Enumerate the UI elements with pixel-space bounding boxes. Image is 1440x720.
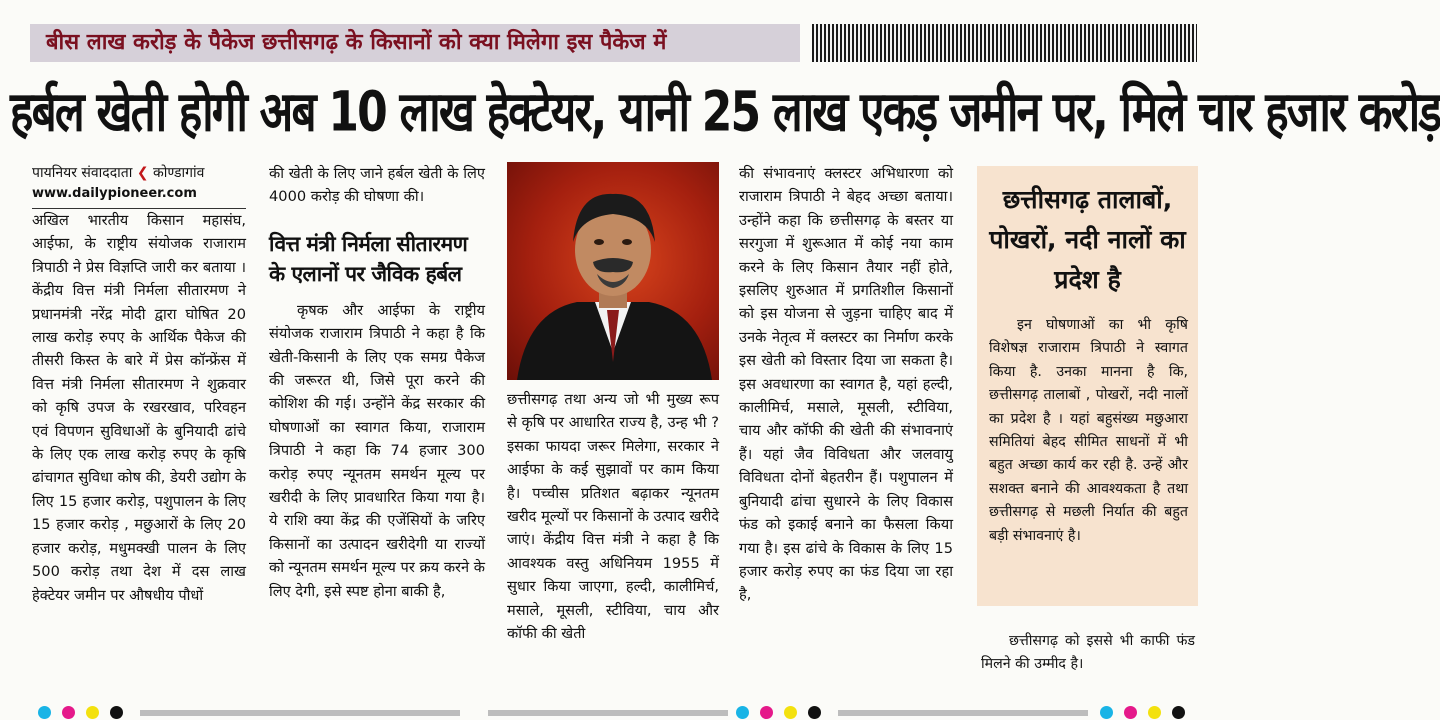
sidebar-heading: छत्तीसगढ़ तालाबों, पोखरों, नदी नालों का प्रदेश है	[989, 185, 1186, 294]
registration-dot-icon	[38, 706, 51, 719]
article-column-1	[32, 162, 246, 607]
print-registration-marks	[0, 706, 1210, 720]
subheading: वित्त मंत्री निर्मला सीतारमण के एलानों पर जैविक हर्बल	[269, 231, 468, 286]
column-4-text: की संभावनाएं क्लस्टर अभिधारणा को राजाराम त्रिपाठी ने बेहद अच्छा बताया। उन्होंने कहा कि छत्तीसगढ़ के बस्तर या सरगुजा में शुरूआत में कोई नया काम करने के लिए किसान तैयार नहीं होते, इसलिए शुरुआत में प्रगतिशील किसानों को इस योजना से जुड़ना चाहिए बाद में उनके नेतृत्व में क्लस्टर का निर्माण करके इस खेती को विस्तार दिया जा सकता है। इस अवधारणा का स्वागत है, यहां हल्दी, कालीमिर्च, मसाले, मूसली, स्टीविया, चाय और कॉफी की खेती की संभावनाएं हैं। यहां जैव विविधता और जलवायु विविधता दोनों बेहतरीन हैं। पशुपालन में बुनियादी ढांचा सुधारने के लिए विकास फंड को इकाई बनाने का फैसला किया गया है। इस ढांचे के विकास के लिए 15 हजार करोड़ रुपए का फंड दिया जा रहा है,	[739, 165, 953, 604]
registration-dot-icon	[1124, 706, 1137, 719]
sidebar-text: इन घोषणाओं का भी कृषि विशेषज्ञ राजाराम त्रिपाठी ने स्वागत किया है. उनका मानना है कि, छत्तीसगढ़ तालाबों , पोखरों, नदी नालों का प्रदेश है । यहां बहुसंख्य मछुआरा समितियां बेहद सीमित साधनों में भी बहुत अच्छा कार्य कर रही है. उन्हें और सशक्त बनाने की आवश्यकता है तथा छत्तीसगढ़ से मछली निर्यात की बहुत बड़ी संभावनाएं है।	[989, 317, 1188, 544]
column-1-text: अखिल भारतीय किसान महासंघ, आईफा, के राष्ट्रीय संयोजक राजाराम त्रिपाठी ने प्रेस विज्ञप्ति जारी कर बताया । केंद्रीय वित्त मंत्री निर्मला सीतारमण ने प्रधानमंत्री नरेंद्र मोदी द्वारा घोषित 20 लाख करोड़ रुपए के आर्थिक पैकेज की तीसरी किस्त के बारे में प्रेस कॉन्फ्रेंस में वित्त मंत्री निर्मला सीतारमण ने शुक्रवार को कृषि उपज के रखरखाव, परिवहन एवं विपणन सुविधाओं के बुनियादी ढांचे के लिए एक लाख करोड़ रुपए के कृषि ढांचागत सुविधा कोष की, डेयरी उद्योग के लिए 15 हजार करोड़, पशुपालन के लिए 15 हजार करोड़ , मछुआरों के लिए 20 हजार करोड़, मधुमक्खी पालन के लिए 500 करोड़ तथा देश में दस लाख हेक्टेयर जमीन पर औषधीय पौधों	[32, 212, 246, 604]
registration-dot-icon	[62, 706, 75, 719]
registration-rule	[488, 710, 728, 716]
article-column-4	[739, 162, 953, 607]
kicker-stripe-decoration	[812, 24, 1197, 62]
portrait-photo	[507, 162, 719, 380]
column-3-text: छत्तीसगढ़ तथा अन्य जो भी मुख्य रूप से कृषि पर आधारित राज्य है, उन्ह भी ?इसका फायदा जरूर मिलेगा, सरकार ने आईफा के कई सुझावों पर काम किया है। पच्चीस प्रतिशत बढ़ाकर न्यूनतम खरीद मूल्यों पर किसानों के उत्पाद खरीदे जाएं। केंद्रीय वित्त मंत्री ने कहा है कि आवश्यक वस्तु अधिनियम 1955 में सुधार किया जाएगा, हल्दी, कालीमिर्च, मसाले, मूसली, स्टीविया, चाय और कॉफी की खेती	[507, 391, 719, 643]
dateline-place: कोण्डागांव	[153, 165, 205, 181]
registration-dot-icon	[1148, 706, 1161, 719]
registration-dot-icon	[808, 706, 821, 719]
registration-dot-icon	[736, 706, 749, 719]
sidebar-footer-text: छत्तीसगढ़ को इससे भी काफी फंड मिलने की उम्मीद है।	[981, 633, 1195, 673]
byline	[32, 162, 246, 184]
website-link[interactable]: www.dailypioneer.com	[32, 184, 246, 209]
registration-dot-icon	[110, 706, 123, 719]
column-2-text-top: की खेती के लिए जाने हर्बल खेती के लिए 4000 करोड़ की घोषणा की।	[269, 165, 485, 206]
reporter-name: पायनियर संवाददाता	[32, 165, 133, 181]
registration-dot-icon	[86, 706, 99, 719]
registration-dot-icon	[1172, 706, 1185, 719]
registration-rule	[838, 710, 1088, 716]
article-column-3	[507, 162, 719, 645]
registration-rule	[140, 710, 460, 716]
article-column-2	[269, 162, 485, 603]
registration-dot-icon	[784, 706, 797, 719]
registration-dot-icon	[760, 706, 773, 719]
registration-dot-icon	[1100, 706, 1113, 719]
column-2-text-bottom: कृषक और आईफा के राष्ट्रीय संयोजक राजाराम त्रिपाठी ने कहा है कि खेती-किसानी के लिए एक समग्र पैकेज की जरूरत थी, जिसे पूरा करने की कोशिश की गई। उन्होंने केंद्र सरकार की घोषणाओं का स्वागत किया, राजाराम त्रिपाठी ने कहा कि 74 हजार 300 करोड़ रुपए न्यूनतम समर्थन मूल्य पर खरीदी के लिए प्रावधारित किया गया है। ये राशि क्या केंद्र की एजेंसियों के जरिए किसानों का उत्पादन खरीदेगी या राज्यों को न्यूनतम समर्थन मूल्य पर क्रय करने के लिए देगी, इसे स्पष्ट होना बाकी है,	[269, 301, 485, 600]
sidebar-box	[977, 166, 1198, 606]
portrait-illustration	[507, 162, 719, 380]
headline: हर्बल खेती होगी अब 10 लाख हेक्टेयर, यानी 25 लाख एकड़ जमीन पर, मिले चार हजार करोड़	[10, 80, 1440, 145]
arrow-icon: ❮	[136, 165, 149, 181]
kicker-banner: बीस लाख करोड़ के पैकेज छत्तीसगढ़ के किसानों को क्या मिलेगा इस पैकेज में	[30, 24, 800, 62]
